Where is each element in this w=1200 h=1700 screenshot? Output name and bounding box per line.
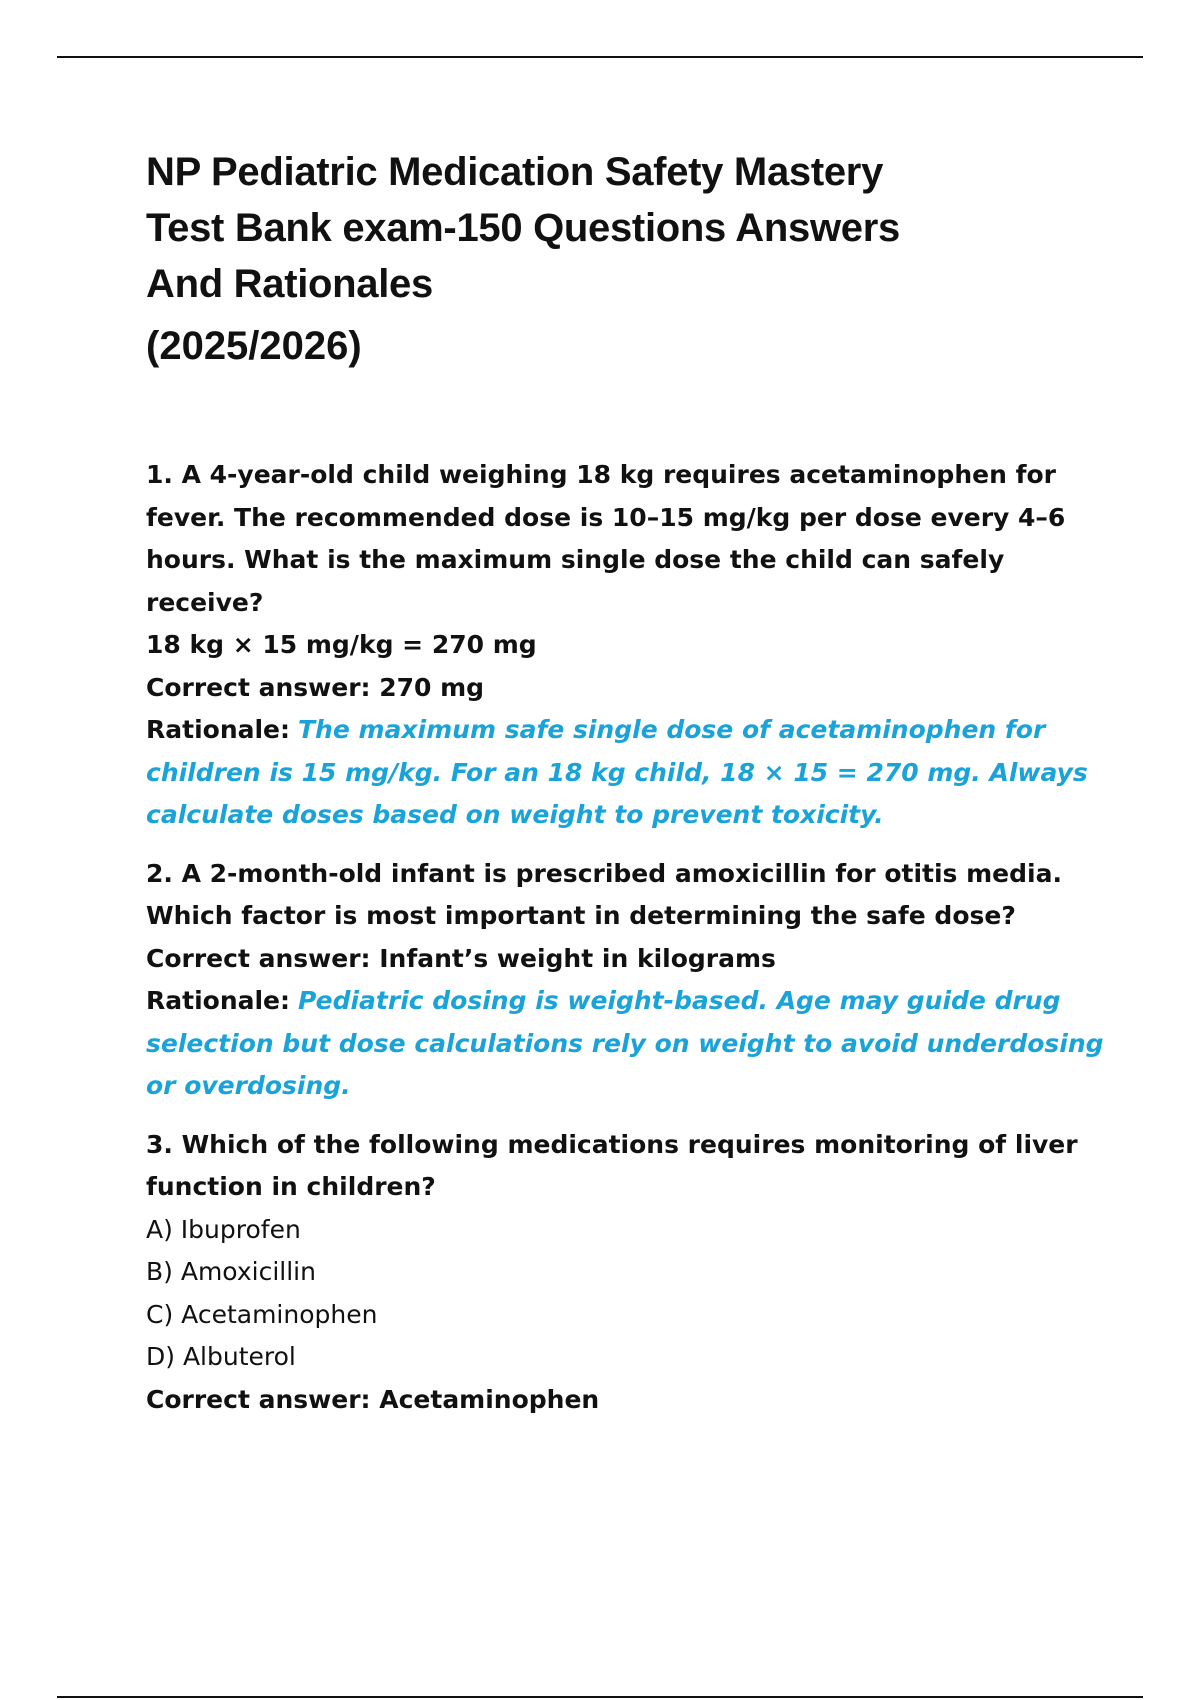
correct-answer: Correct answer: Infant’s weight in kilograms	[146, 943, 776, 973]
question-text: 2. A 2-month-old infant is prescribed amoxicillin for otitis media. Which factor is most important in determining the safe dose?	[146, 858, 1062, 930]
question-list	[146, 454, 1106, 1421]
top-divider	[57, 56, 1143, 58]
document-year: (2025/2026)	[146, 324, 362, 368]
question-text: 3. Which of the following medications requires monitoring of liver function in children?	[146, 1129, 1078, 1201]
bottom-divider	[57, 1696, 1143, 1698]
answer-option-a: A) Ibuprofen	[146, 1214, 301, 1244]
rationale-label: Rationale:	[146, 715, 291, 744]
rationale-label: Rationale:	[146, 986, 291, 1015]
title-line: Test Bank exam-150 Questions Answers	[146, 206, 900, 250]
question-3	[146, 1124, 1106, 1422]
question-2	[146, 853, 1106, 1108]
rationale	[146, 709, 1106, 837]
calculation: 18 kg × 15 mg/kg = 270 mg	[146, 630, 537, 659]
answer-option-c: C) Acetaminophen	[146, 1299, 378, 1329]
title-line: And Rationales	[146, 262, 433, 306]
title-line: NP Pediatric Medication Safety Mastery	[146, 150, 884, 194]
rationale-text: The maximum safe single dose of acetaminophen for children is 15 mg/kg. For an 18 kg child, 18 × 15 = 270 mg. Always calculate doses based on weight to prevent toxicity.	[146, 715, 1088, 829]
answer-option-d: D) Albuterol	[146, 1342, 296, 1371]
question-1	[146, 454, 1106, 837]
document-title	[146, 144, 1106, 312]
rationale-text: Pediatric dosing is weight-based. Age may guide drug selection but dose calculations rely on weight to avoid underdosing or overdosing.	[146, 986, 1104, 1100]
rationale	[146, 980, 1106, 1108]
question-text: 1. A 4-year-old child weighing 18 kg requires acetaminophen for fever. The recommended dose is 10–15 mg/kg per dose every 4–6 hours. What is the maximum single dose the child can safely receive?	[146, 460, 1066, 617]
correct-answer: Correct answer: Acetaminophen	[146, 1384, 600, 1414]
answer-option-b: B) Amoxicillin	[146, 1257, 316, 1286]
document-body	[146, 144, 1106, 1437]
correct-answer: Correct answer: 270 mg	[146, 672, 485, 702]
